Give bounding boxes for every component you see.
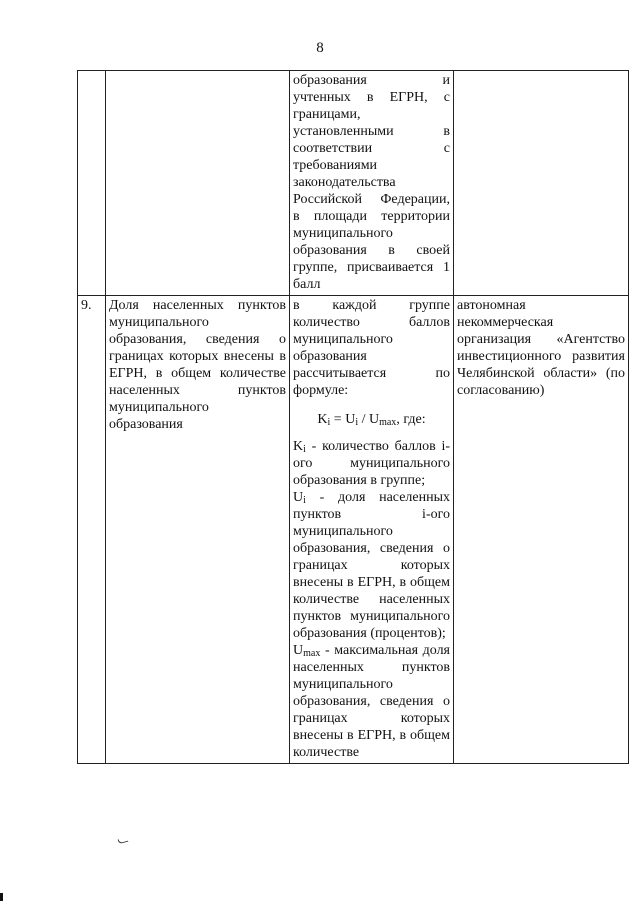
method-line: рассчитывается по <box>293 366 450 381</box>
method-line: муниципального <box>293 332 393 347</box>
k-def-symbol: K <box>293 439 304 454</box>
method-line: соответствии с <box>293 141 450 156</box>
formula-k-sub: i <box>327 417 331 428</box>
umax-def-sub: max <box>303 648 321 659</box>
page-number: 8 <box>316 40 324 56</box>
method-line: Российской Федерации, <box>293 192 450 207</box>
indicator-cell: Доля населенных пунктов муниципального образования, сведения о границах которых внесены в ЕГРН, в общем количестве населенных пунктов муниципального образования <box>106 296 290 764</box>
method-line: в каждой группе <box>293 298 450 313</box>
row-9 <box>78 296 629 764</box>
scan-edge-mark <box>0 893 3 901</box>
method-line: группе, присваивается 1 <box>293 260 450 275</box>
continuation-indicator-cell <box>106 71 290 296</box>
continuation-number-cell <box>78 71 106 296</box>
method-cell <box>290 296 454 764</box>
method-line: образования в своей <box>293 243 450 258</box>
method-line: муниципального <box>293 226 393 241</box>
document-table <box>77 70 629 764</box>
stray-pen-mark <box>118 837 129 844</box>
formula-k: K <box>317 412 328 427</box>
umax-def-text: - максимальная доля населенных пунктов муниципального образования, сведения о границах которых внесены в ЕГРН, в общем количестве <box>293 643 450 760</box>
k-def-text: - количество баллов i-ого муниципального образования в группе; <box>293 439 450 488</box>
umax-definition <box>293 642 450 761</box>
formula-umax-sub: max <box>379 417 397 428</box>
method-line: требованиями <box>293 158 378 173</box>
method-line: формуле: <box>293 383 349 398</box>
formula-u-sub: i <box>355 417 359 428</box>
k-definition <box>293 438 450 489</box>
formula <box>293 411 450 428</box>
formula-eq: = U <box>330 412 356 427</box>
method-line: законодательства <box>293 175 396 190</box>
formula-div: / U <box>358 412 380 427</box>
continuation-method-cell <box>290 71 454 296</box>
method-line: установленными в <box>293 124 450 139</box>
u-def-sub: i <box>303 495 306 506</box>
formula-tail: , где: <box>396 412 426 427</box>
method-line: образования <box>293 349 367 364</box>
u-def-text: - доля населенных пунктов i-ого муниципального образования, сведения о границах которых внесены в ЕГРН, в общем количестве населенных пунктов муниципального образования (процентов); <box>293 490 450 641</box>
k-def-sub: i <box>303 444 306 455</box>
continuation-row <box>78 71 629 296</box>
row-number: 9. <box>78 296 106 764</box>
method-line: учтенных в ЕГРН, с <box>293 90 450 105</box>
u-def-symbol: U <box>293 490 304 505</box>
method-line: границами, <box>293 107 361 122</box>
method-line: балл <box>293 277 321 292</box>
organization-cell: автономная некоммерческая организация «Агентство инвестиционного развития Челябинской области» (по согласованию) <box>454 296 629 764</box>
method-line: в площади территории <box>293 209 450 224</box>
umax-def-symbol: U <box>293 643 304 658</box>
method-line: количество баллов <box>293 315 450 330</box>
method-line: образования и <box>293 73 450 88</box>
continuation-organization-cell <box>454 71 629 296</box>
u-definition <box>293 489 450 642</box>
